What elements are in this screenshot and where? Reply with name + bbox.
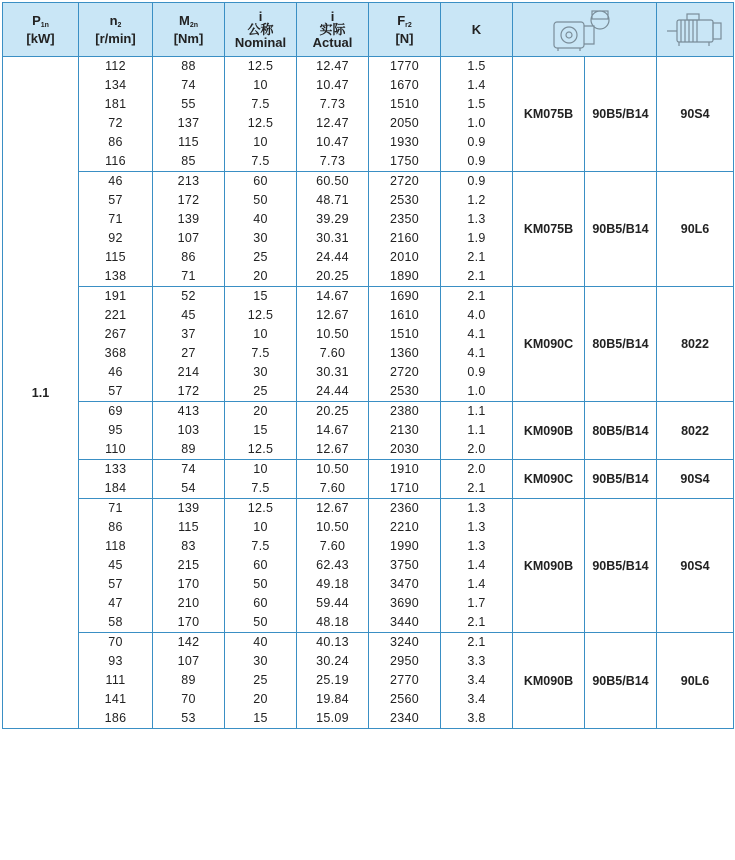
cell-m2n: 139 (153, 499, 225, 519)
cell-i-actual: 40.13 (297, 633, 369, 653)
cell-fr2: 2530 (369, 191, 441, 210)
cell-i-actual: 10.47 (297, 76, 369, 95)
cell-n2: 186 (79, 709, 153, 729)
motor-cell: 90L6 (657, 172, 734, 287)
cell-fr2: 2720 (369, 363, 441, 382)
cell-i-actual: 12.47 (297, 57, 369, 77)
table-row (3, 57, 734, 77)
cell-m2n: 137 (153, 114, 225, 133)
cell-fr2: 3750 (369, 556, 441, 575)
cell-m2n: 89 (153, 671, 225, 690)
cell-fr2: 2210 (369, 518, 441, 537)
cell-k: 1.4 (441, 575, 513, 594)
cell-i-nominal: 30 (225, 363, 297, 382)
model-cell: KM075B (513, 172, 585, 287)
cell-k: 0.9 (441, 152, 513, 172)
cell-n2: 86 (79, 133, 153, 152)
flange-cell: 90B5/B14 (585, 172, 657, 287)
table-row (3, 499, 734, 519)
cell-i-actual: 12.67 (297, 306, 369, 325)
flange-cell: 80B5/B14 (585, 287, 657, 402)
cell-n2: 57 (79, 575, 153, 594)
cell-n2: 92 (79, 229, 153, 248)
cell-i-nominal: 20 (225, 690, 297, 709)
cell-i-nominal: 40 (225, 210, 297, 229)
cell-i-actual: 15.09 (297, 709, 369, 729)
gearmotor-selection-table (2, 2, 734, 729)
cell-k: 1.3 (441, 537, 513, 556)
cell-m2n: 107 (153, 229, 225, 248)
cell-fr2: 3440 (369, 613, 441, 633)
cell-k: 1.2 (441, 191, 513, 210)
cell-m2n: 89 (153, 440, 225, 460)
cell-i-nominal: 25 (225, 671, 297, 690)
cell-k: 1.3 (441, 499, 513, 519)
cell-fr2: 2350 (369, 210, 441, 229)
cell-n2: 45 (79, 556, 153, 575)
cell-fr2: 1750 (369, 152, 441, 172)
motor-cell: 90S4 (657, 57, 734, 172)
cell-i-actual: 7.60 (297, 537, 369, 556)
cell-k: 3.4 (441, 690, 513, 709)
cell-k: 4.1 (441, 325, 513, 344)
header-gearbox-image (513, 3, 657, 57)
cell-n2: 93 (79, 652, 153, 671)
model-cell: KM090B (513, 402, 585, 460)
cell-fr2: 2030 (369, 440, 441, 460)
cell-n2: 116 (79, 152, 153, 172)
cell-fr2: 1990 (369, 537, 441, 556)
cell-i-actual: 12.67 (297, 499, 369, 519)
cell-m2n: 210 (153, 594, 225, 613)
cell-n2: 86 (79, 518, 153, 537)
cell-n2: 46 (79, 172, 153, 192)
cell-n2: 70 (79, 633, 153, 653)
cell-k: 1.3 (441, 518, 513, 537)
cell-i-actual: 30.31 (297, 229, 369, 248)
cell-k: 2.1 (441, 287, 513, 307)
cell-m2n: 214 (153, 363, 225, 382)
motor-cell: 8022 (657, 287, 734, 402)
cell-k: 1.9 (441, 229, 513, 248)
cell-i-actual: 7.73 (297, 152, 369, 172)
cell-k: 2.1 (441, 479, 513, 499)
table-row (3, 633, 734, 653)
cell-k: 0.9 (441, 363, 513, 382)
cell-m2n: 172 (153, 382, 225, 402)
cell-fr2: 2560 (369, 690, 441, 709)
cell-fr2: 1610 (369, 306, 441, 325)
cell-i-nominal: 30 (225, 229, 297, 248)
cell-n2: 71 (79, 210, 153, 229)
cell-k: 2.1 (441, 248, 513, 267)
cell-n2: 118 (79, 537, 153, 556)
cell-fr2: 3690 (369, 594, 441, 613)
cell-fr2: 1670 (369, 76, 441, 95)
cell-m2n: 172 (153, 191, 225, 210)
cell-i-nominal: 50 (225, 575, 297, 594)
cell-i-nominal: 40 (225, 633, 297, 653)
gearbox-drawing-icon (550, 8, 620, 52)
cell-i-nominal: 7.5 (225, 344, 297, 363)
cell-i-nominal: 12.5 (225, 57, 297, 77)
cell-m2n: 115 (153, 518, 225, 537)
cell-m2n: 70 (153, 690, 225, 709)
cell-i-actual: 20.25 (297, 267, 369, 287)
cell-n2: 111 (79, 671, 153, 690)
model-cell: KM075B (513, 57, 585, 172)
header-k: K (441, 3, 513, 57)
cell-i-nominal: 10 (225, 133, 297, 152)
cell-m2n: 107 (153, 652, 225, 671)
cell-i-actual: 25.19 (297, 671, 369, 690)
cell-n2: 47 (79, 594, 153, 613)
cell-fr2: 2720 (369, 172, 441, 192)
cell-i-actual: 10.50 (297, 518, 369, 537)
cell-n2: 267 (79, 325, 153, 344)
cell-fr2: 2130 (369, 421, 441, 440)
cell-i-nominal: 10 (225, 460, 297, 480)
cell-i-nominal: 60 (225, 594, 297, 613)
cell-i-nominal: 12.5 (225, 114, 297, 133)
cell-i-nominal: 7.5 (225, 479, 297, 499)
cell-i-nominal: 50 (225, 613, 297, 633)
cell-k: 1.1 (441, 421, 513, 440)
header-i-nominal: i 公称 Nominal (225, 3, 297, 57)
cell-n2: 134 (79, 76, 153, 95)
header-row (3, 3, 734, 57)
cell-n2: 69 (79, 402, 153, 422)
cell-n2: 71 (79, 499, 153, 519)
cell-i-actual: 14.67 (297, 421, 369, 440)
cell-n2: 141 (79, 690, 153, 709)
cell-n2: 58 (79, 613, 153, 633)
cell-k: 1.4 (441, 76, 513, 95)
table-row (3, 287, 734, 307)
motor-cell: 90S4 (657, 499, 734, 633)
cell-m2n: 45 (153, 306, 225, 325)
cell-m2n: 27 (153, 344, 225, 363)
cell-i-actual: 24.44 (297, 248, 369, 267)
cell-fr2: 1510 (369, 95, 441, 114)
cell-i-actual: 59.44 (297, 594, 369, 613)
cell-i-actual: 20.25 (297, 402, 369, 422)
cell-i-nominal: 20 (225, 267, 297, 287)
cell-fr2: 2010 (369, 248, 441, 267)
header-m2n: $M_{2n}$ [Nm] (153, 3, 225, 57)
cell-m2n: 115 (153, 133, 225, 152)
cell-i-nominal: 15 (225, 287, 297, 307)
cell-fr2: 2160 (369, 229, 441, 248)
cell-fr2: 2050 (369, 114, 441, 133)
cell-i-nominal: 60 (225, 556, 297, 575)
cell-i-actual: 39.29 (297, 210, 369, 229)
cell-i-nominal: 15 (225, 709, 297, 729)
cell-k: 1.5 (441, 57, 513, 77)
cell-fr2: 1690 (369, 287, 441, 307)
cell-n2: 221 (79, 306, 153, 325)
cell-k: 2.1 (441, 613, 513, 633)
cell-fr2: 2380 (369, 402, 441, 422)
cell-m2n: 54 (153, 479, 225, 499)
cell-i-actual: 14.67 (297, 287, 369, 307)
cell-k: 2.1 (441, 267, 513, 287)
cell-n2: 181 (79, 95, 153, 114)
cell-m2n: 142 (153, 633, 225, 653)
cell-k: 1.4 (441, 556, 513, 575)
cell-k: 3.3 (441, 652, 513, 671)
cell-i-actual: 30.31 (297, 363, 369, 382)
cell-m2n: 215 (153, 556, 225, 575)
cell-n2: 368 (79, 344, 153, 363)
cell-m2n: 170 (153, 575, 225, 594)
cell-i-nominal: 10 (225, 76, 297, 95)
flange-cell: 80B5/B14 (585, 402, 657, 460)
cell-k: 4.1 (441, 344, 513, 363)
cell-m2n: 55 (153, 95, 225, 114)
motor-cell: 8022 (657, 402, 734, 460)
model-cell: KM090C (513, 287, 585, 402)
flange-cell: 90B5/B14 (585, 57, 657, 172)
cell-fr2: 2530 (369, 382, 441, 402)
cell-m2n: 74 (153, 460, 225, 480)
cell-k: 2.0 (441, 440, 513, 460)
flange-cell: 90B5/B14 (585, 633, 657, 729)
cell-i-actual: 10.50 (297, 460, 369, 480)
cell-m2n: 413 (153, 402, 225, 422)
cell-i-actual: 60.50 (297, 172, 369, 192)
cell-n2: 110 (79, 440, 153, 460)
cell-n2: 133 (79, 460, 153, 480)
cell-i-actual: 19.84 (297, 690, 369, 709)
cell-i-actual: 48.18 (297, 613, 369, 633)
cell-k: 3.8 (441, 709, 513, 729)
cell-m2n: 85 (153, 152, 225, 172)
cell-fr2: 1930 (369, 133, 441, 152)
cell-m2n: 213 (153, 172, 225, 192)
cell-i-nominal: 10 (225, 518, 297, 537)
cell-i-actual: 10.47 (297, 133, 369, 152)
cell-i-actual: 7.60 (297, 344, 369, 363)
cell-i-nominal: 12.5 (225, 440, 297, 460)
cell-fr2: 1910 (369, 460, 441, 480)
cell-m2n: 88 (153, 57, 225, 77)
power-value: 1.1 (3, 57, 79, 729)
cell-i-nominal: 7.5 (225, 95, 297, 114)
cell-i-nominal: 60 (225, 172, 297, 192)
cell-i-nominal: 15 (225, 421, 297, 440)
cell-k: 0.9 (441, 172, 513, 192)
cell-i-actual: 12.47 (297, 114, 369, 133)
cell-k: 0.9 (441, 133, 513, 152)
cell-i-actual: 12.67 (297, 440, 369, 460)
cell-fr2: 1710 (369, 479, 441, 499)
cell-i-actual: 48.71 (297, 191, 369, 210)
cell-k: 2.1 (441, 633, 513, 653)
cell-m2n: 83 (153, 537, 225, 556)
table-row (3, 402, 734, 422)
cell-m2n: 37 (153, 325, 225, 344)
cell-i-actual: 24.44 (297, 382, 369, 402)
cell-k: 1.1 (441, 402, 513, 422)
cell-i-actual: 7.60 (297, 479, 369, 499)
cell-i-nominal: 30 (225, 652, 297, 671)
cell-k: 1.7 (441, 594, 513, 613)
motor-drawing-icon (665, 12, 725, 48)
header-p1n: $P_{1n}$ [kW] (3, 3, 79, 57)
cell-n2: 72 (79, 114, 153, 133)
cell-i-nominal: 12.5 (225, 306, 297, 325)
cell-fr2: 1510 (369, 325, 441, 344)
cell-m2n: 74 (153, 76, 225, 95)
cell-n2: 46 (79, 363, 153, 382)
header-n2: $n_2$ [r/min] (79, 3, 153, 57)
cell-i-nominal: 25 (225, 382, 297, 402)
flange-cell: 90B5/B14 (585, 460, 657, 499)
cell-i-nominal: 12.5 (225, 499, 297, 519)
cell-k: 1.5 (441, 95, 513, 114)
cell-i-nominal: 7.5 (225, 152, 297, 172)
motor-cell: 90L6 (657, 633, 734, 729)
cell-i-actual: 10.50 (297, 325, 369, 344)
model-cell: KM090C (513, 460, 585, 499)
cell-n2: 57 (79, 191, 153, 210)
cell-fr2: 1770 (369, 57, 441, 77)
cell-n2: 184 (79, 479, 153, 499)
model-cell: KM090B (513, 633, 585, 729)
cell-k: 2.0 (441, 460, 513, 480)
cell-i-actual: 7.73 (297, 95, 369, 114)
cell-fr2: 2770 (369, 671, 441, 690)
header-i-actual: i 实际 Actual (297, 3, 369, 57)
cell-k: 3.4 (441, 671, 513, 690)
table-row (3, 172, 734, 192)
cell-fr2: 3240 (369, 633, 441, 653)
cell-i-nominal: 20 (225, 402, 297, 422)
cell-i-actual: 30.24 (297, 652, 369, 671)
cell-n2: 95 (79, 421, 153, 440)
cell-n2: 57 (79, 382, 153, 402)
cell-m2n: 139 (153, 210, 225, 229)
cell-n2: 191 (79, 287, 153, 307)
cell-i-actual: 62.43 (297, 556, 369, 575)
cell-m2n: 86 (153, 248, 225, 267)
cell-m2n: 53 (153, 709, 225, 729)
cell-fr2: 2950 (369, 652, 441, 671)
header-motor-image (657, 3, 734, 57)
cell-i-nominal: 10 (225, 325, 297, 344)
cell-n2: 115 (79, 248, 153, 267)
model-cell: KM090B (513, 499, 585, 633)
cell-i-actual: 49.18 (297, 575, 369, 594)
cell-i-nominal: 7.5 (225, 537, 297, 556)
table-row (3, 460, 734, 480)
cell-i-nominal: 50 (225, 191, 297, 210)
motor-cell: 90S4 (657, 460, 734, 499)
cell-k: 1.0 (441, 382, 513, 402)
cell-m2n: 170 (153, 613, 225, 633)
cell-m2n: 52 (153, 287, 225, 307)
cell-i-nominal: 25 (225, 248, 297, 267)
cell-n2: 138 (79, 267, 153, 287)
cell-fr2: 1360 (369, 344, 441, 363)
cell-k: 4.0 (441, 306, 513, 325)
cell-n2: 112 (79, 57, 153, 77)
cell-m2n: 71 (153, 267, 225, 287)
cell-fr2: 2360 (369, 499, 441, 519)
cell-fr2: 3470 (369, 575, 441, 594)
flange-cell: 90B5/B14 (585, 499, 657, 633)
cell-fr2: 2340 (369, 709, 441, 729)
cell-m2n: 103 (153, 421, 225, 440)
cell-fr2: 1890 (369, 267, 441, 287)
cell-k: 1.0 (441, 114, 513, 133)
cell-k: 1.3 (441, 210, 513, 229)
header-fr2: $F_{r2}$ [N] (369, 3, 441, 57)
